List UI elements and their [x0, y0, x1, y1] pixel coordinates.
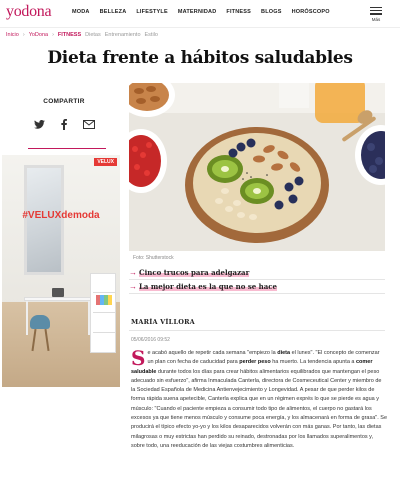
- related-link-text[interactable]: La mejor dieta es la que no se hace: [139, 282, 278, 291]
- body-bold-text: comer saludable: [131, 359, 373, 375]
- ad-hashtag: #VELUXdemoda: [22, 210, 100, 221]
- top-navigation: [0, 0, 400, 28]
- nav-item-belleza[interactable]: BELLEZA: [99, 9, 127, 15]
- ad-books: [96, 295, 112, 305]
- ad-chair: [30, 315, 50, 329]
- twitter-icon[interactable]: [34, 120, 45, 129]
- related-link[interactable]: [129, 280, 385, 294]
- email-icon[interactable]: [83, 120, 95, 129]
- nav-item-fitness[interactable]: FITNESS: [226, 9, 252, 15]
- nav-item-blogs[interactable]: BLOGS: [261, 9, 282, 15]
- hamburger-icon: [370, 7, 382, 15]
- author-divider: [129, 330, 385, 331]
- article-body: [131, 346, 388, 451]
- nav-item-moda[interactable]: MODA: [72, 9, 90, 15]
- ad-laptop: [52, 288, 64, 297]
- body-text: e acabó aquello de repetir cada semana "empiezo la: [147, 350, 278, 356]
- breadcrumb-entrenamiento[interactable]: Entrenamiento: [104, 32, 141, 38]
- site-logo[interactable]: yodona: [6, 3, 52, 20]
- nav-item-maternidad[interactable]: MATERNIDAD: [177, 9, 217, 15]
- breadcrumb-inicio[interactable]: Inicio: [6, 32, 19, 38]
- arrow-right-icon: →: [129, 282, 137, 291]
- velux-advertisement[interactable]: [2, 155, 120, 387]
- share-box: [24, 98, 104, 130]
- nav-item-horoscopo[interactable]: HORÓSCOPO: [291, 9, 330, 15]
- related-links: [129, 266, 385, 294]
- body-bold-text: perder peso: [239, 359, 271, 366]
- arrow-right-icon: →: [129, 268, 137, 277]
- ad-brand-logo: VELUX: [94, 158, 117, 166]
- related-link-text[interactable]: Cinco trucos para adelgazar: [139, 268, 250, 277]
- breadcrumb-estilo[interactable]: Estilo: [144, 32, 158, 38]
- publish-date: 05/06/2016 09:52: [131, 337, 170, 343]
- body-text: ha muerto. La tendencia apunta a: [270, 359, 356, 366]
- body-text: durante todos los días para crear hábitos alimentarios equilibrados que mantengan el peso adecuado sin esfuerzo", afirma Inmaculada Canterla, directora de Cosmeceutical Center y miembro de la Sociedad Española de Medicina Antienvejecimiento y Longevidad. A pesar de que perder kilos de forma rápida suena apetecible, Canterla explica que en un régimen exprés lo que se pierde es agua y músculo: "Cuando el paciente empieza a consumir todo tipo de alimentos, el cuerpo no gastará los excesos ya que tiene menos músculo y consume poca energía, y los almacenará en forma de grasa". Se producirá el típico efecto yo-yo y los kilos desaparecidos volverán con más ganas. Por tanto, las dietas milagrosas o muy estrictas han perdido su reinado, destronadas por los llamados superalimentos y, sobre todo, una reeducación de las viejas costumbres alimenticias.: [131, 368, 388, 449]
- share-divider: [28, 148, 106, 149]
- author-name[interactable]: MARÍA VÍLLORA: [131, 318, 195, 326]
- share-title: COMPARTIR: [43, 98, 85, 105]
- drop-cap: S: [131, 346, 146, 370]
- nav-item-lifestyle[interactable]: LIFESTYLE: [136, 9, 168, 15]
- ad-desk: [24, 297, 92, 301]
- breadcrumb: [6, 32, 158, 38]
- ad-desk-leg: [26, 301, 28, 335]
- breadcrumb-separator: ›: [22, 32, 25, 38]
- body-bold-text: dieta: [277, 350, 291, 356]
- breadcrumb-yodona[interactable]: YoDona: [28, 32, 49, 38]
- page-title: Dieta frente a hábitos saludables: [47, 48, 353, 68]
- breadcrumb-dietas[interactable]: Dietas: [85, 32, 101, 38]
- breadcrumb-separator: ›: [52, 32, 54, 38]
- body-text: el lunes". "El concepto de comenzar un plan con fecha de caducidad para: [147, 350, 380, 366]
- facebook-icon[interactable]: [61, 119, 67, 130]
- ad-shelf: [90, 273, 116, 353]
- more-menu-button[interactable]: [370, 5, 382, 22]
- image-caption: Foto: Shutterstock: [133, 255, 174, 261]
- more-menu-label: Más: [371, 16, 381, 22]
- share-icons: [24, 119, 104, 130]
- related-link[interactable]: [129, 266, 385, 280]
- breadcrumb-fitness[interactable]: FITNESS: [57, 32, 82, 38]
- main-nav: [72, 9, 340, 15]
- hero-image: [129, 83, 385, 251]
